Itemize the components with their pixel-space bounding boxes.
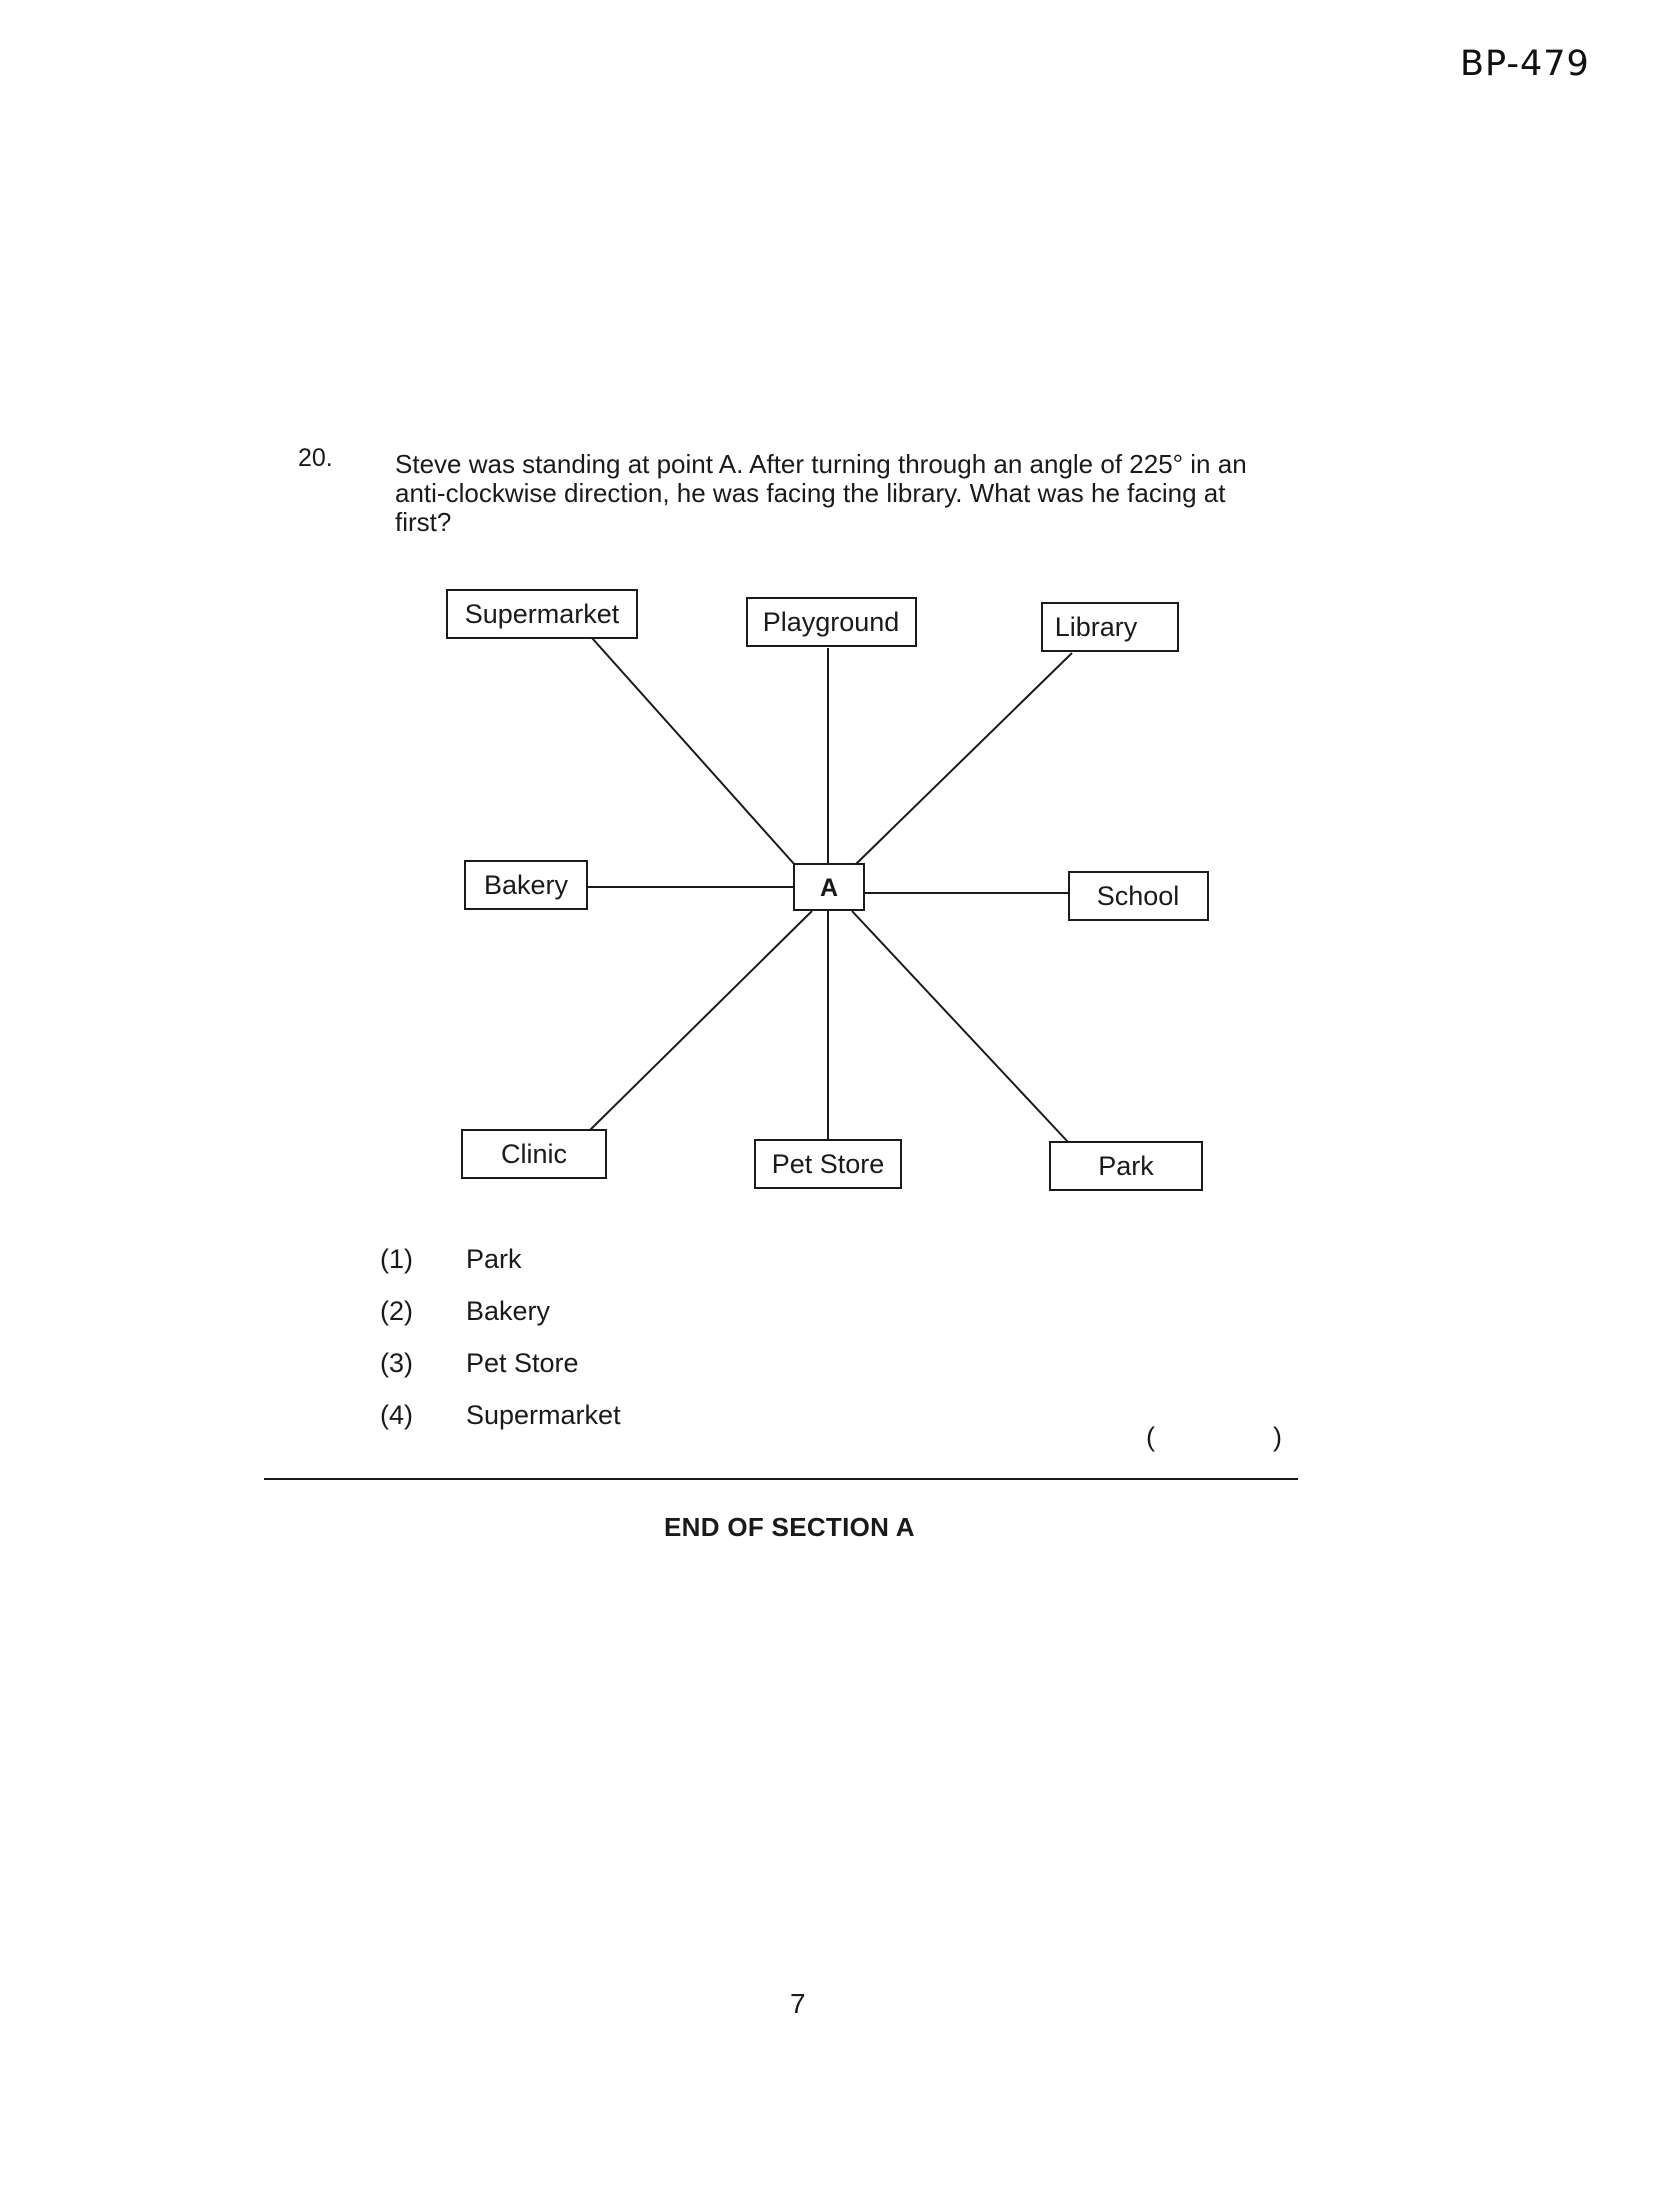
box-playground <box>747 598 916 646</box>
label-school: School <box>1096 881 1180 911</box>
label-supermarket: Supermarket <box>464 599 620 629</box>
option-number: (3) <box>380 1348 413 1378</box>
answer-close-bracket: ) <box>1273 1422 1282 1452</box>
section-end-text: END OF SECTION A <box>664 1512 915 1542</box>
label-park: Park <box>1098 1151 1154 1181</box>
line-to-clinic <box>588 911 812 1132</box>
option-text: Supermarket <box>466 1400 621 1430</box>
line-to-library <box>855 653 1072 865</box>
label-library: Library <box>1054 612 1138 642</box>
question-text: Steve was standing at point A. After turning through an angle of 225° in an anti-clockwise direction, he was facing the library. What was he facing at first? <box>395 449 1247 537</box>
box-school <box>1069 872 1208 920</box>
page-number: 7 <box>790 1988 806 2019</box>
option-number: (1) <box>380 1244 413 1274</box>
option-text: Bakery <box>466 1296 551 1326</box>
option-text: Pet Store <box>466 1348 579 1378</box>
label-playground: Playground <box>762 607 900 637</box>
box-park <box>1050 1142 1202 1190</box>
box-supermarket <box>447 590 637 638</box>
page-code: BP-479 <box>1460 44 1590 84</box>
question-number: 20. <box>298 444 333 472</box>
center-point-a <box>794 864 864 910</box>
answer-box[interactable] <box>1146 1422 1282 1453</box>
center-label: A <box>819 874 839 902</box>
section-divider <box>264 1478 1298 1480</box>
label-pet-store: Pet Store <box>771 1149 885 1179</box>
box-library <box>1042 603 1178 651</box>
line-to-park <box>852 911 1068 1142</box>
line-to-supermarket <box>592 638 795 865</box>
box-bakery <box>465 861 587 909</box>
option-text: Park <box>466 1244 522 1274</box>
option-number: (4) <box>380 1400 413 1430</box>
label-clinic: Clinic <box>500 1139 568 1169</box>
box-pet-store <box>755 1140 901 1188</box>
option-number: (2) <box>380 1296 413 1326</box>
answer-open-bracket: ( <box>1146 1422 1155 1452</box>
box-clinic <box>462 1130 606 1178</box>
label-bakery: Bakery <box>483 870 569 900</box>
